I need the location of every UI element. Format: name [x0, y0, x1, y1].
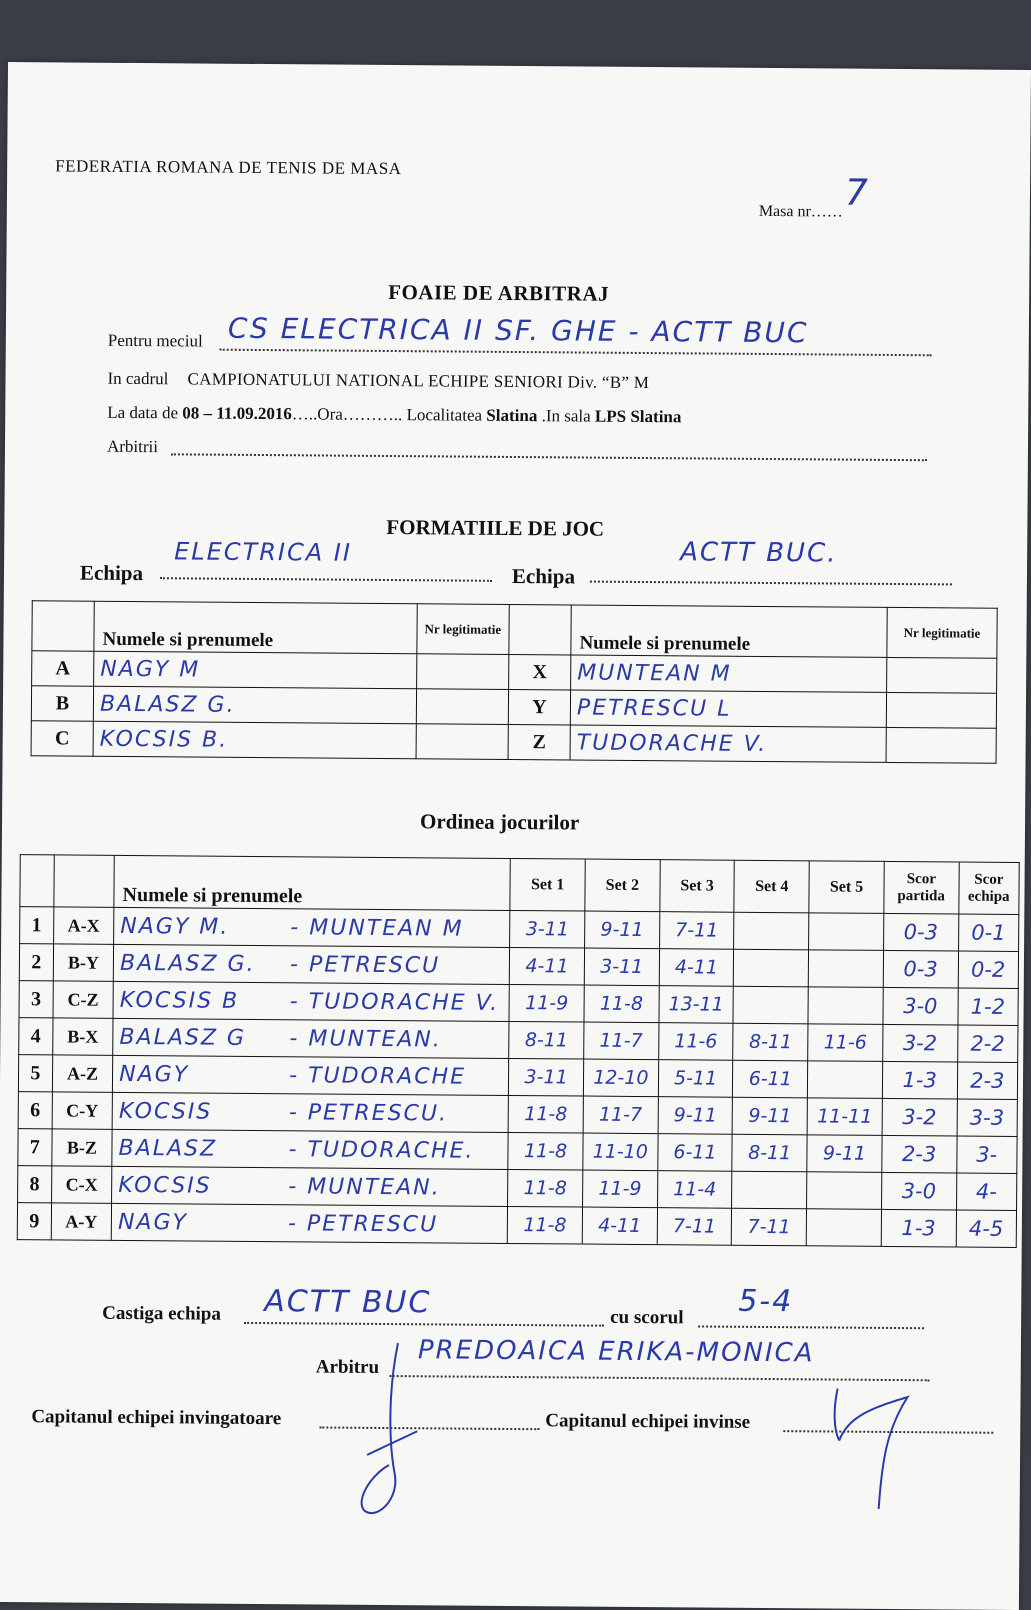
player-name: TUDORACHE V. — [570, 725, 886, 762]
player-license — [886, 692, 996, 728]
games-header-set2: Set 2 — [585, 859, 660, 912]
game-set1: 11-9 — [509, 984, 584, 1022]
game-set3: 5-11 — [658, 1060, 733, 1098]
team1-label: Echipa — [79, 560, 144, 586]
game-number: 3 — [19, 981, 53, 1018]
game-players — [113, 944, 509, 984]
game-set1: 11-8 — [508, 1095, 583, 1133]
player-license — [416, 654, 509, 690]
game-player1: NAGY — [117, 1209, 189, 1235]
game-score-team: 3-3 — [957, 1099, 1018, 1136]
game-score-team: 0-2 — [958, 951, 1019, 988]
game-score-match: 3-0 — [881, 1172, 956, 1210]
game-players — [112, 1092, 508, 1132]
game-players — [114, 907, 510, 947]
game-number: 5 — [18, 1055, 52, 1092]
game-set3: 6-11 — [658, 1134, 733, 1172]
game-player2: - MUNTEAN. — [288, 1173, 441, 1200]
game-pair: C-X — [51, 1166, 112, 1203]
player-license — [886, 727, 996, 763]
final-score-line — [698, 1325, 924, 1329]
game-score-team: 2-2 — [957, 1025, 1018, 1062]
player-name: BALASZ G. — [93, 686, 416, 724]
game-score-match: 3-0 — [883, 987, 958, 1025]
formations-title: FORMATIILE DE JOC — [386, 514, 605, 541]
game-players — [113, 1018, 509, 1058]
player-name: MUNTEAN M — [571, 655, 887, 692]
game-players — [112, 1166, 508, 1206]
game-set5 — [808, 987, 883, 1025]
game-pair: C-Z — [53, 981, 114, 1018]
game-set3: 13-11 — [659, 986, 734, 1024]
game-set1: 3-11 — [510, 910, 585, 948]
player-letter: Z — [508, 724, 570, 759]
player-row — [31, 721, 996, 764]
game-set5: 9-11 — [807, 1135, 882, 1173]
game-set5 — [807, 1172, 882, 1210]
time-location-label: …..Ora……….. Localitatea — [291, 404, 483, 425]
game-player2: - PETRESCU — [289, 951, 441, 978]
location-value: Slatina — [486, 405, 538, 426]
game-set4: 8-11 — [733, 1023, 808, 1061]
game-set4: 7-11 — [732, 1208, 807, 1246]
game-set4 — [734, 912, 809, 950]
game-set2: 11-7 — [584, 1022, 659, 1060]
game-score-team: 0-1 — [958, 914, 1019, 951]
game-set1: 3-11 — [509, 1058, 584, 1096]
game-set1: 11-8 — [508, 1169, 583, 1207]
game-score-match: 3-2 — [882, 1098, 957, 1136]
game-number: 6 — [18, 1092, 52, 1129]
date-label: La data de — [107, 402, 179, 423]
game-set4 — [734, 949, 809, 987]
game-player2: - TUDORACHE V. — [289, 988, 500, 1016]
hall-value: LPS Slatina — [594, 406, 682, 427]
game-set2: 11-9 — [582, 1170, 657, 1208]
game-score-match: 1-3 — [881, 1209, 956, 1247]
game-set5: 11-6 — [808, 1024, 883, 1062]
game-number: 8 — [18, 1166, 52, 1203]
match-value: CS ELECTRICA II SF. GHE - ACTT BUC — [227, 311, 809, 350]
game-set1: 8-11 — [509, 1021, 584, 1059]
player-letter: A — [32, 651, 94, 686]
game-row — [17, 1203, 1016, 1248]
games-header-set3: Set 3 — [660, 860, 735, 913]
game-score-team: 3- — [956, 1136, 1017, 1173]
winning-captain-label: Capitanul echipei invingatoare — [31, 1406, 282, 1430]
game-set5 — [808, 1061, 883, 1099]
player-letter: Y — [508, 689, 570, 724]
game-player2: - TUDORACHE — [289, 1062, 467, 1090]
game-set2: 11-8 — [584, 985, 659, 1023]
games-header-name: Numele si prenumele — [114, 855, 511, 910]
game-players — [111, 1203, 507, 1243]
game-player2: - PETRESCU — [287, 1210, 439, 1237]
match-label: Pentru meciul — [107, 330, 203, 351]
winner-label: Castiga echipa — [102, 1302, 222, 1325]
team2-label: Echipa — [511, 563, 576, 589]
game-players — [113, 1055, 509, 1095]
games-header-set5: Set 5 — [809, 861, 884, 914]
game-set5 — [806, 1209, 881, 1247]
players-table — [31, 600, 998, 764]
losing-captain-signature — [787, 1368, 938, 1519]
game-set4 — [732, 1171, 807, 1209]
team2-line — [590, 581, 952, 586]
game-set4: 9-11 — [733, 1097, 808, 1135]
game-set4 — [733, 986, 808, 1024]
game-number: 7 — [18, 1129, 52, 1166]
game-set2: 9-11 — [585, 911, 660, 949]
game-player2: - PETRESCU. — [288, 1099, 449, 1126]
game-score-team: 4-5 — [956, 1210, 1017, 1247]
table-number-label: Masa nr…… — [758, 202, 843, 221]
game-number: 4 — [19, 1018, 53, 1055]
context-label: In cadrul — [107, 368, 169, 389]
game-player1: NAGY M. — [120, 913, 230, 940]
players-header-name-left: Numele si prenumele — [94, 601, 417, 654]
game-set5: 11-11 — [807, 1098, 882, 1136]
game-score-match: 0-3 — [883, 913, 958, 951]
referee-label: Arbitru — [315, 1356, 380, 1378]
game-set3: 7-11 — [657, 1208, 732, 1246]
games-header-scor-partida: Scor partida — [884, 861, 959, 914]
game-pair: C-Y — [52, 1092, 113, 1129]
final-score-label: cu scorul — [610, 1306, 684, 1329]
player-name: KOCSIS B. — [93, 721, 416, 759]
game-number: 1 — [20, 907, 54, 944]
game-player1: BALASZ G. — [119, 950, 256, 977]
game-set4: 8-11 — [732, 1134, 807, 1172]
losing-captain-label: Capitanul echipei invinse — [545, 1410, 751, 1433]
context-value: CAMPIONATULUI NATIONAL ECHIPE SENIORI Div. “B” M — [187, 369, 650, 393]
game-players — [112, 1129, 508, 1169]
player-letter: C — [31, 721, 93, 756]
game-player2: - TUDORACHE. — [288, 1136, 475, 1164]
game-set2: 12-10 — [583, 1059, 658, 1097]
game-pair: B-Z — [52, 1129, 113, 1166]
game-set2: 3-11 — [584, 948, 659, 986]
match-line — [220, 349, 932, 357]
player-license — [416, 689, 509, 725]
game-pair: A-Z — [52, 1055, 113, 1092]
game-score-match: 0-3 — [883, 950, 958, 988]
team2-value: ACTT BUC. — [680, 537, 838, 569]
score-sheet — [0, 62, 1031, 1610]
game-pair: B-Y — [53, 944, 114, 981]
winner-value: ACTT BUC — [264, 1284, 432, 1321]
game-players — [113, 981, 509, 1021]
referees-label: Arbitrii — [106, 436, 159, 457]
player-license — [887, 657, 997, 693]
game-pair: B-X — [52, 1018, 113, 1055]
game-player1: KOCSIS B — [119, 987, 240, 1014]
game-score-team: 1-2 — [958, 988, 1019, 1025]
games-header-set1: Set 1 — [510, 858, 585, 911]
players-header-nr-right: Nr legitimatie — [887, 607, 997, 658]
game-player2: - MUNTEAN. — [289, 1025, 442, 1052]
hall-label: .In sala — [541, 406, 591, 426]
games-title: Ordinea jocurilor — [419, 809, 580, 835]
games-header-set4: Set 4 — [734, 860, 809, 913]
player-name: PETRESCU L — [570, 690, 886, 727]
game-score-team: 4- — [956, 1173, 1017, 1210]
page-title: FOAIE DE ARBITRAJ — [388, 279, 610, 306]
game-set2: 11-7 — [583, 1096, 658, 1134]
game-number: 9 — [17, 1203, 51, 1240]
date-value: 08 – 11.09.2016 — [182, 403, 292, 424]
referee-value: PREDOAICA ERIKA-MONICA — [417, 1335, 815, 1369]
game-score-match: 2-3 — [882, 1135, 957, 1173]
game-set1: 4-11 — [510, 947, 585, 985]
player-letter: B — [31, 686, 93, 721]
game-set2: 11-10 — [583, 1133, 658, 1171]
winning-captain-signature — [327, 1335, 438, 1526]
date-line — [107, 403, 681, 428]
game-set5 — [808, 950, 883, 988]
table-number-value: 7 — [844, 172, 871, 214]
game-player2: - MUNTEAN M — [290, 914, 464, 942]
game-number: 2 — [19, 944, 53, 981]
team1-value: ELECTRICA II — [174, 537, 353, 567]
game-player1: BALASZ — [118, 1135, 218, 1162]
games-table — [17, 854, 1020, 1248]
game-set5 — [809, 913, 884, 951]
game-score-match: 1-3 — [882, 1061, 957, 1099]
game-set1: 11-8 — [507, 1206, 582, 1244]
game-score-match: 3-2 — [883, 1024, 958, 1062]
game-set3: 4-11 — [659, 949, 734, 987]
game-set4: 6-11 — [733, 1060, 808, 1098]
final-score-value: 5-4 — [738, 1283, 794, 1320]
referees-line — [171, 453, 927, 461]
game-set3: 9-11 — [658, 1097, 733, 1135]
players-header-nr-left: Nr legitimatie — [417, 604, 510, 655]
game-set2: 4-11 — [582, 1207, 657, 1245]
game-pair: A-Y — [51, 1203, 112, 1240]
game-player1: KOCSIS — [118, 1098, 213, 1125]
game-set3: 11-4 — [657, 1171, 732, 1209]
player-name: NAGY M — [94, 651, 417, 689]
games-header-scor-echipa: Scor echipa — [958, 862, 1019, 914]
game-score-team: 2-3 — [957, 1062, 1018, 1099]
game-player1: BALASZ G — [119, 1024, 247, 1051]
winner-line — [244, 1322, 604, 1327]
game-pair: A-X — [53, 907, 114, 944]
federation-name: FEDERATIA ROMANA DE TENIS DE MASA — [55, 156, 402, 179]
team1-line — [160, 577, 492, 582]
game-set3: 7-11 — [659, 912, 734, 950]
player-letter: X — [509, 654, 571, 689]
game-set3: 11-6 — [658, 1023, 733, 1061]
game-player1: NAGY — [119, 1061, 190, 1087]
game-set1: 11-8 — [508, 1132, 583, 1170]
players-header-name-right: Numele si prenumele — [571, 605, 887, 657]
player-license — [416, 724, 509, 760]
game-player1: KOCSIS — [118, 1172, 212, 1199]
